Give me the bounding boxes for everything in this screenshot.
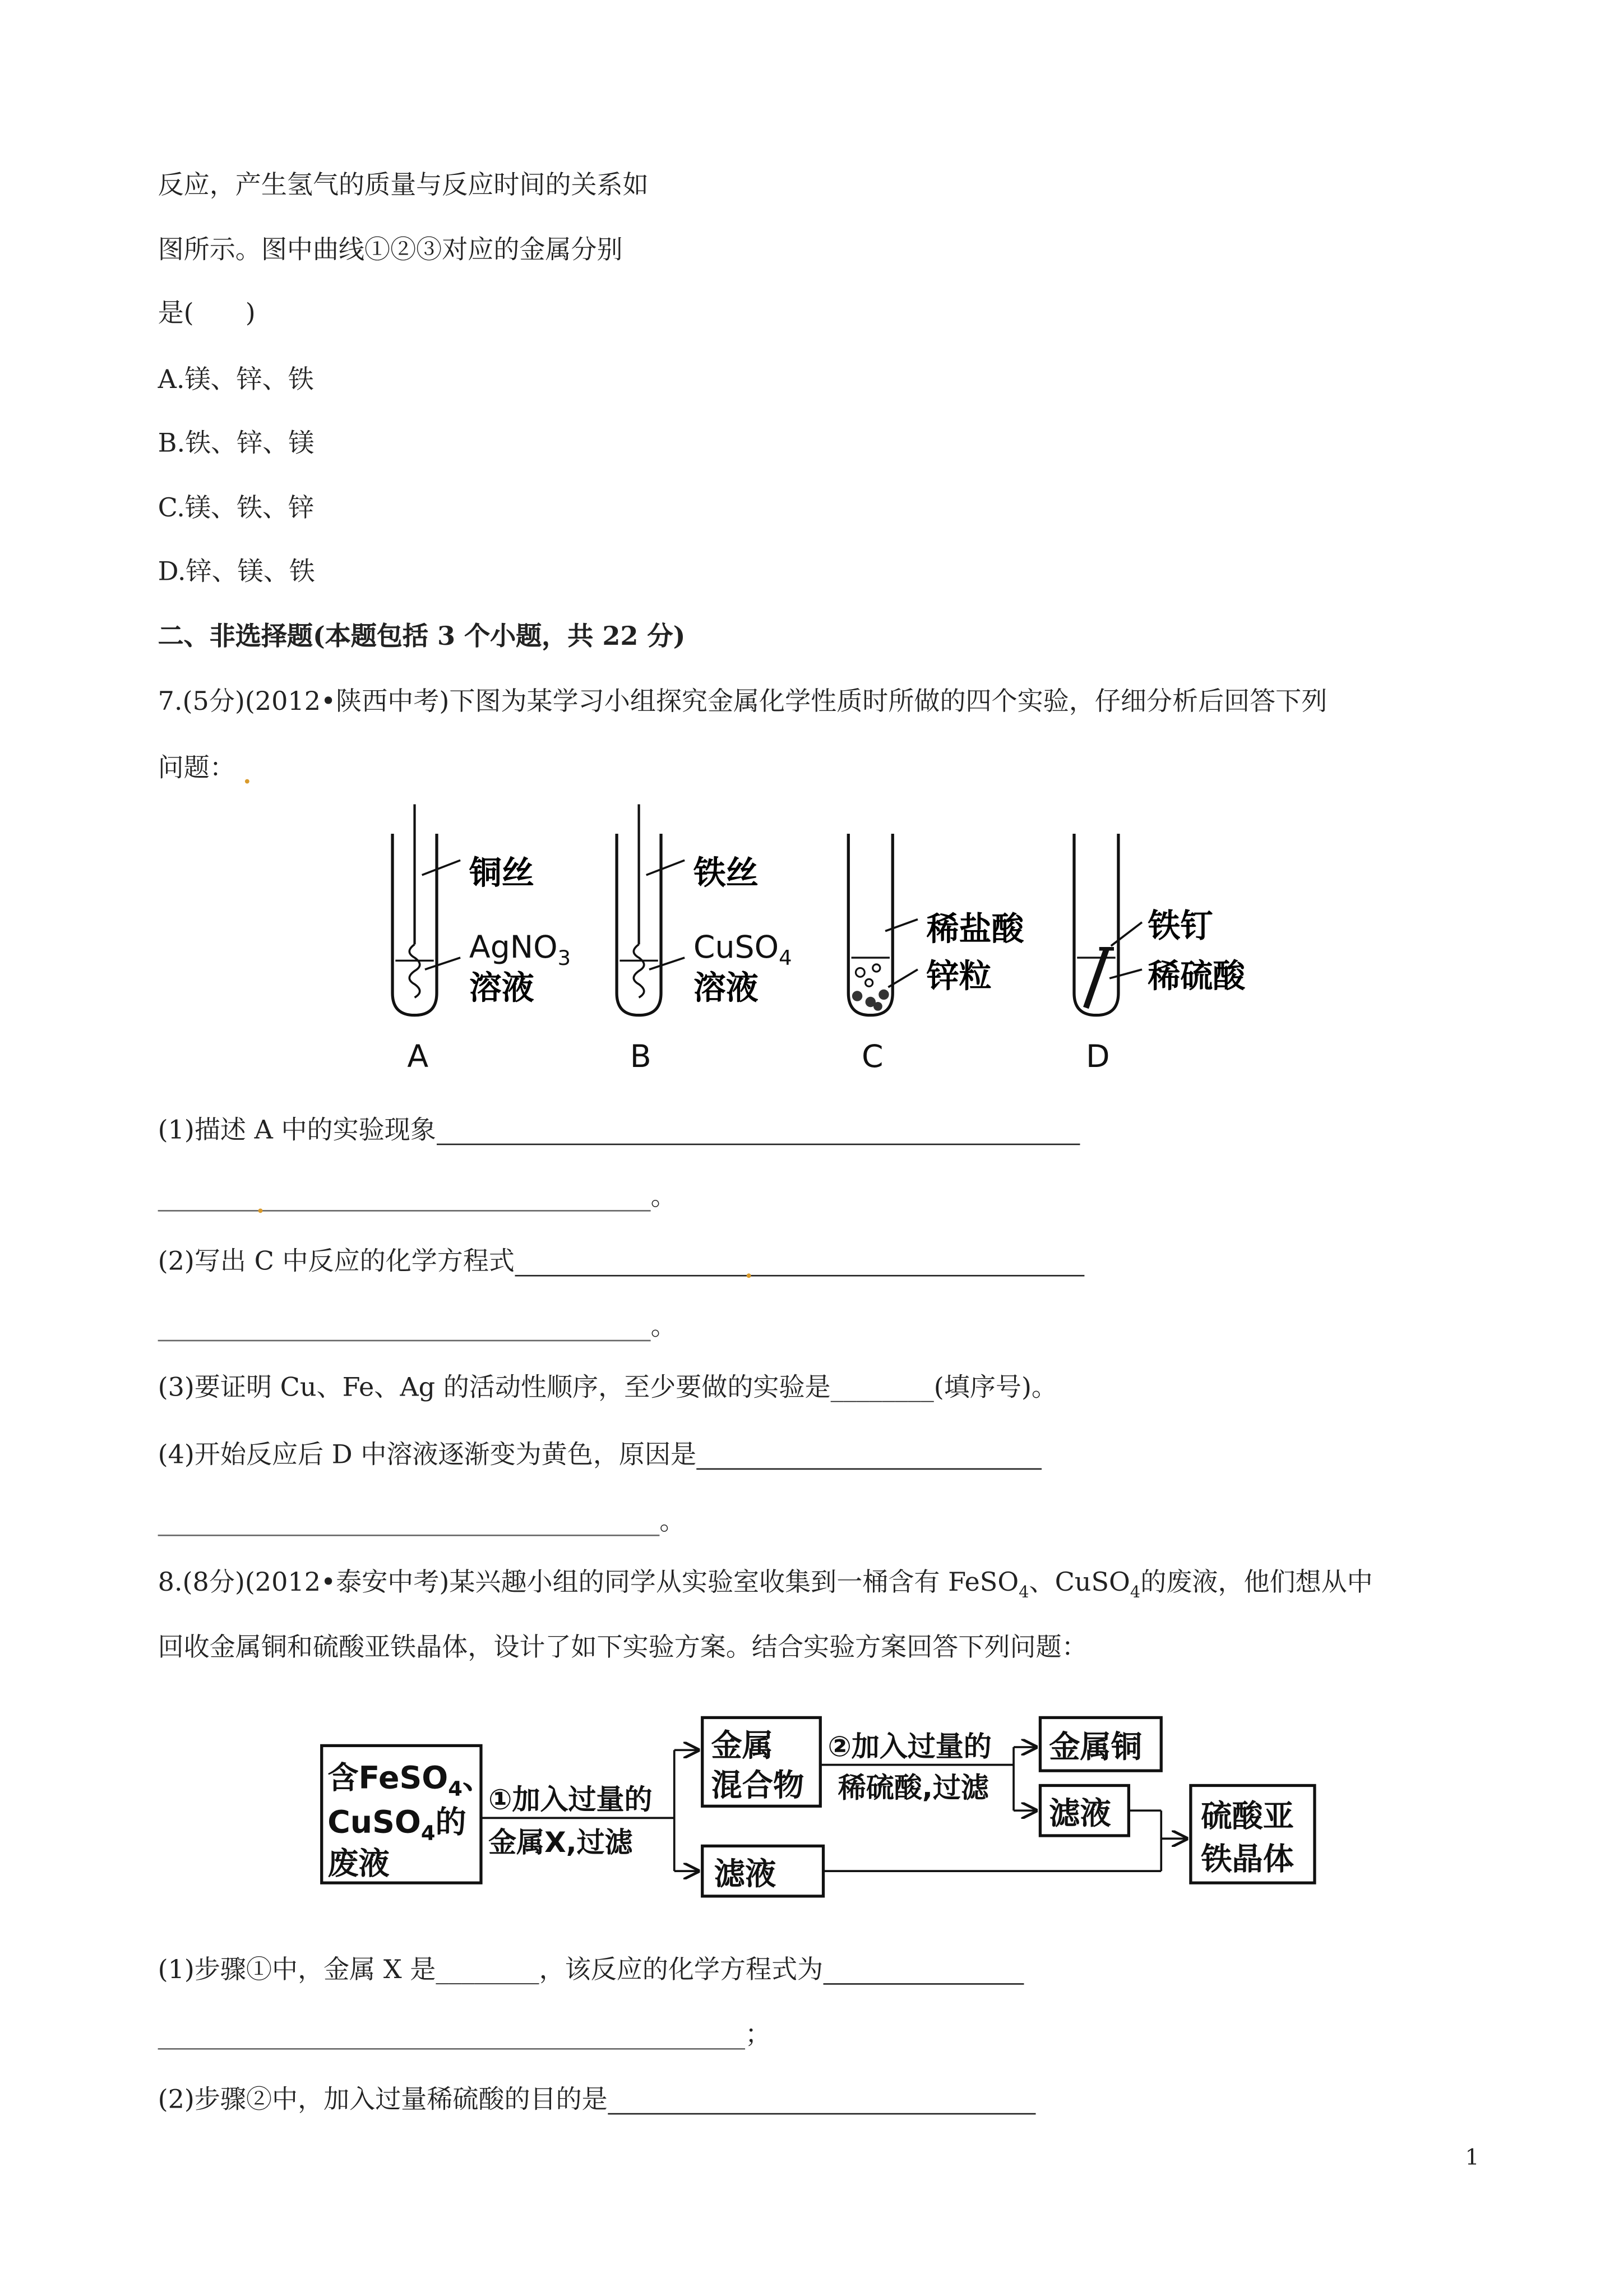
q6-option-d: D.锌、镁、铁 bbox=[158, 557, 315, 588]
flow-box-6-line-1: 硫酸亚 bbox=[1201, 1799, 1294, 1835]
q8-part-2-answer-blank[interactable] bbox=[608, 2086, 1035, 2114]
stray-mark bbox=[244, 778, 249, 783]
q7-intro-line-2 bbox=[158, 754, 249, 784]
q6-option-b: B.铁、锌、镁 bbox=[158, 429, 315, 459]
page-number: 1 bbox=[1465, 2144, 1479, 2171]
q8-intro-line-1: 8.(8分)(2012•泰安中考)某兴趣小组的同学从实验室收集到一桶含有 FeSO$_4$、CuSO$_4$的废液，他们想从中 bbox=[158, 1568, 1373, 1602]
tube-b-solution-label: 溶液 bbox=[693, 968, 759, 1007]
q7-part-2-cont bbox=[158, 1313, 677, 1341]
q8-part-1 bbox=[158, 1957, 1024, 1985]
q7-intro-line-1: 7.(5分)(2012•陕西中考)下图为某学习小组探究金属化学性质时所做的四个实验，仔细分析后回答下列 bbox=[158, 687, 1328, 718]
q8-part-1-cont bbox=[158, 2022, 771, 2050]
q7-part-1 bbox=[158, 1117, 1080, 1145]
q7-part-4-period: 。 bbox=[659, 1507, 686, 1537]
q8-part-1-equation-blank[interactable] bbox=[823, 1957, 1024, 1985]
test-tube-a bbox=[392, 804, 571, 1074]
q7-part-1-answer-blank[interactable] bbox=[436, 1117, 1079, 1145]
tube-b-solution-formula: CuSO$_4$ bbox=[693, 930, 792, 971]
q7-part-2-answer-blank-2[interactable] bbox=[158, 1313, 651, 1341]
flow-box-5-text: 滤液 bbox=[714, 1856, 776, 1892]
stray-mark bbox=[258, 1208, 263, 1213]
tube-d-letter: D bbox=[1086, 1038, 1110, 1075]
tube-c-letter: C bbox=[861, 1038, 884, 1075]
q6-option-a: A.镁、锌、铁 bbox=[158, 366, 314, 396]
q7-part-2-answer-blank[interactable] bbox=[515, 1249, 1084, 1277]
section-heading: 二、非选择题(本题包括 3 个小题，共 22 分) bbox=[158, 622, 686, 653]
q8-part-2 bbox=[158, 2086, 1035, 2114]
q6-line-3: 是( ) bbox=[158, 299, 256, 329]
q7-part-3: (3)要证明 Cu、Fe、Ag 的活动性顺序，至少要做的实验是________(填序号)。 bbox=[158, 1374, 1058, 1403]
q7-part-1-text: (1)描述 A 中的实验现象 bbox=[158, 1116, 436, 1146]
tube-c-zinc-label: 锌粒 bbox=[926, 957, 992, 995]
tube-d-acid-label: 稀硫酸 bbox=[1148, 957, 1246, 995]
tube-a-solution-formula: AgNO$_3$ bbox=[469, 930, 571, 971]
q7-part-2-period: 。 bbox=[650, 1312, 677, 1342]
tube-b-wire-label: 铁丝 bbox=[693, 853, 759, 892]
q7-part-2 bbox=[158, 1249, 1084, 1277]
test-tube-b bbox=[617, 804, 792, 1074]
q7-part-1-cont bbox=[158, 1184, 677, 1212]
flow-step-2-line-1: ②加入过量的 bbox=[827, 1730, 992, 1763]
test-tube-d bbox=[1074, 834, 1246, 1075]
tube-a-wire-label: 铜丝 bbox=[469, 853, 534, 892]
q7-intro-text: 问题： bbox=[158, 754, 235, 784]
q7-part-2-text: (2)写出 C 中反应的化学方程式 bbox=[158, 1248, 515, 1277]
flow-box-1-line-1: 含FeSO$_4$、 bbox=[327, 1760, 494, 1801]
flow-diagram bbox=[316, 1712, 1334, 1904]
test-tube-figure bbox=[369, 804, 1284, 1077]
q8-part-1-text: (1)步骤①中，金属 X 是________，该反应的化学方程式为 bbox=[158, 1956, 824, 1986]
q6-line-2: 图所示。图中曲线①②③对应的金属分别 bbox=[158, 236, 623, 266]
q8-part-2-text: (2)步骤②中，加入过量稀硫酸的目的是 bbox=[158, 2086, 608, 2115]
tube-d-nail-label: 铁钉 bbox=[1148, 907, 1213, 945]
q7-part-4-cont bbox=[158, 1508, 686, 1536]
flow-box-2-line-2: 混合物 bbox=[711, 1767, 804, 1804]
q7-part-1-answer-blank-2[interactable] bbox=[158, 1184, 651, 1212]
flow-box-1-line-3: 废液 bbox=[327, 1846, 390, 1882]
q6-line-1: 反应，产生氢气的质量与反应时间的关系如 bbox=[158, 171, 649, 201]
q7-part-4-text: (4)开始反应后 D 中溶液逐渐变为黄色，原因是 bbox=[158, 1440, 697, 1471]
flow-box-3-text: 金属铜 bbox=[1049, 1729, 1142, 1766]
stray-mark bbox=[746, 1273, 751, 1278]
q7-part-4-answer-blank[interactable] bbox=[696, 1442, 1042, 1470]
flow-step-1-line-1: ①加入过量的 bbox=[488, 1783, 653, 1816]
q8-intro-line-2: 回收金属铜和硫酸亚铁晶体，设计了如下实验方案。结合实验方案回答下列问题： bbox=[158, 1633, 1088, 1664]
q7-part-4 bbox=[158, 1442, 1042, 1470]
q6-option-c: C.镁、铁、锌 bbox=[158, 494, 315, 524]
q8-part-1-semicolon: ； bbox=[745, 2021, 771, 2050]
flow-box-1-line-2: CuSO$_4$的 bbox=[327, 1804, 466, 1845]
q8-part-1-equation-blank-2[interactable] bbox=[158, 2022, 745, 2050]
flow-box-2-line-1: 金属 bbox=[711, 1727, 774, 1764]
flow-box-6-line-2: 铁晶体 bbox=[1201, 1841, 1294, 1878]
test-tube-c bbox=[848, 834, 1024, 1075]
q7-part-1-period: 。 bbox=[650, 1182, 677, 1213]
tube-b-letter: B bbox=[630, 1038, 651, 1075]
flow-box-4-text: 滤液 bbox=[1049, 1795, 1111, 1832]
q7-part-4-answer-blank-2[interactable] bbox=[158, 1508, 660, 1536]
tube-c-acid-label: 稀盐酸 bbox=[926, 909, 1024, 948]
flow-step-2-line-2: 稀硫酸,过滤 bbox=[838, 1771, 989, 1804]
tube-a-letter: A bbox=[407, 1038, 429, 1075]
tube-a-solution-label: 溶液 bbox=[469, 968, 534, 1007]
flow-step-1-line-2: 金属X,过滤 bbox=[488, 1826, 633, 1859]
